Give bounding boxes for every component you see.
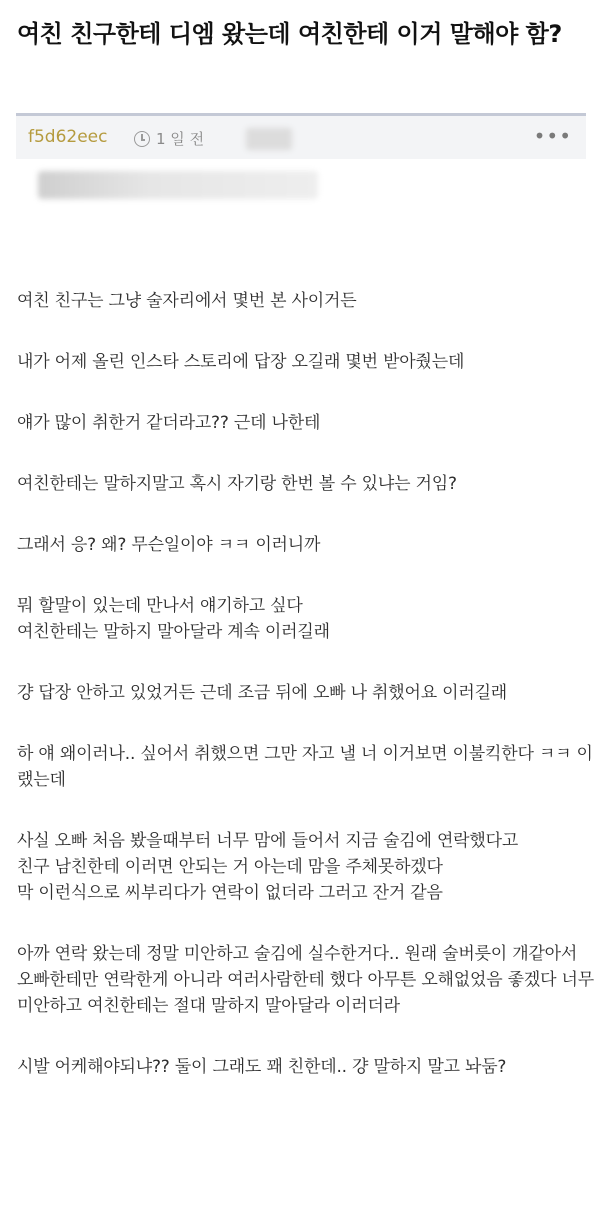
post-paragraph: 걍 답장 안하고 있었거든 근데 조금 뒤에 오빠 나 취했어요 이러길래: [17, 683, 508, 703]
post-paragraph: 아까 연락 왔는데 정말 미안하고 술김에 실수한거다.. 원래 술버릇이 개같아서 오빠한테만 연락한게 아니라 여러사람한테 했다 아무튼 오해없었음 좋겠다 너무 미안하고 여친한테는 절대 말하지 말아달라 이러더라: [17, 944, 594, 1016]
post-paragraph: 그래서 응? 왜? 무슨일이야 ㅋㅋ 이러니까: [17, 535, 321, 555]
author-name[interactable]: f5d62eec: [28, 127, 108, 147]
post-paragraph: 내가 어제 올린 인스타 스토리에 답장 오길래 몇번 받아줬는데: [17, 352, 465, 372]
more-options-icon[interactable]: •••: [533, 124, 572, 148]
post-paragraph: 하 얘 왜이러나.. 싶어서 취했으면 그만 자고 낼 너 이거보면 이불킥한다 ㅋㅋ 이랬는데: [17, 744, 593, 790]
post-paragraph: 사실 오빠 처음 봤을때부터 너무 맘에 들어서 지금 술김에 연락했다고 친구 남친한테 이러면 안되는 거 아는데 맘을 주체못하겠다 막 이런식으로 씨부리다가 연락이 없더라 그러고 잔거 같음: [17, 831, 519, 903]
clock-icon: [134, 131, 150, 147]
post-time: 1 일 전: [156, 130, 205, 148]
post-paragraph: 여친한테는 말하지말고 혹시 자기랑 한번 볼 수 있냐는 거임?: [17, 474, 457, 494]
post-body: [17, 288, 595, 1115]
post-meta-bar: [16, 113, 586, 159]
post-paragraph: 얘가 많이 취한거 같더라고?? 근데 나한테: [17, 413, 321, 433]
post-title: 여친 친구한테 디엠 왔는데 여친한테 이거 말해야 함?: [17, 20, 562, 48]
post-paragraph: 시발 어케해야되냐?? 둘이 그래도 꽤 친한데.. 걍 말하지 말고 놔둠?: [17, 1057, 507, 1077]
post-paragraph: 여친 친구는 그냥 술자리에서 몇번 본 사이거든: [17, 291, 357, 311]
blurred-content: [38, 171, 318, 199]
post-paragraph: 뭐 할말이 있는데 만나서 얘기하고 싶다 여친한테는 말하지 말아달라 계속 이러길래: [17, 596, 330, 642]
blurred-info: [246, 128, 292, 150]
